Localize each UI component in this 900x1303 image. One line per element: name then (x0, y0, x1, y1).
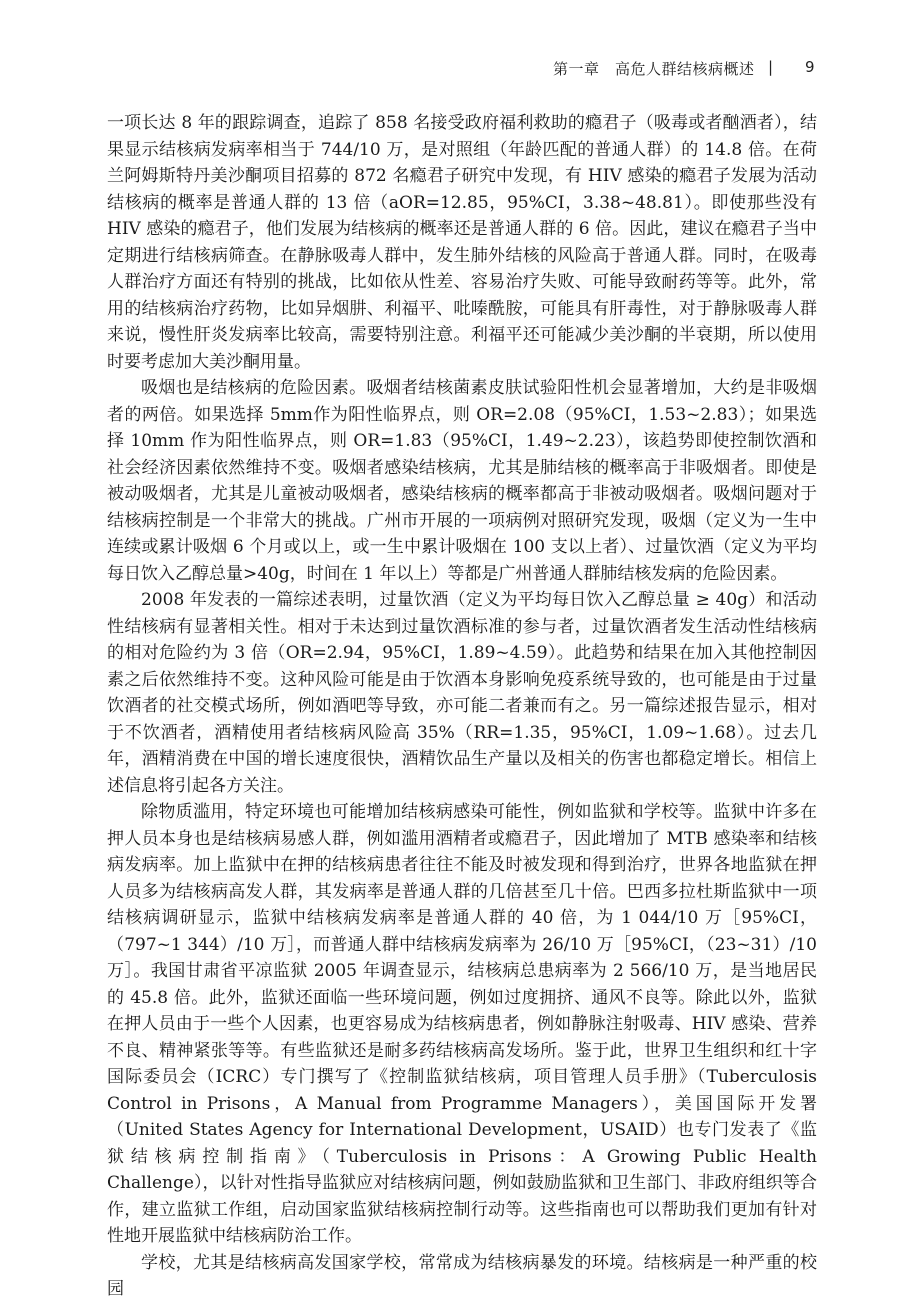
paragraph-2: 吸烟也是结核病的危险因素。吸烟者结核菌素皮肤试验阳性机会显著增加，大约是非吸烟者的两倍。如果选择 5mm作为阳性临界点，则 OR=2.08（95%CI，1.53~2.83）；如果选择 10mm 作为阳性临界点，则 OR=1.83（95%CI，1.49~2.23），该趋势即使控制饮酒和社会经济因素依然维持不变。吸烟者感染结核病，尤其是肺结核的概率高于非吸烟者。即使是被动吸烟者，尤其是儿童被动吸烟者，感染结核病的概率都高于非被动吸烟者。吸烟问题对于结核病控制是一个非常大的挑战。广州市开展的一项病例对照研究发现，吸烟（定义为一生中连续或累计吸烟 6 个月或以上，或一生中累计吸烟在 100 支以上者）、过量饮酒（定义为平均每日饮入乙醇总量>40g，时间在 1 年以上）等都是广州普通人群肺结核发病的危险因素。 (107, 378, 817, 584)
page-number: 9 (805, 58, 815, 76)
chapter-title: 第一章 高危人群结核病概述 (553, 60, 755, 78)
paragraph-3: 2008 年发表的一篇综述表明，过量饮酒（定义为平均每日饮入乙醇总量 ≥ 40g）和活动性结核病有显著相关性。相对于未达到过量饮酒标准的参与者，过量饮酒者发生活动性结核病的相对危险约为 3 倍（OR=2.94，95%CI，1.89~4.59）。此趋势和结果在加入其他控制因素之后依然维持不变。这种风险可能是由于饮酒本身影响免疫系统导致的，也可能是由于过量饮酒者的社交模式场所，例如酒吧等导致，亦可能二者兼而有之。另一篇综述报告显示，相对于不饮酒者，酒精使用者结核病风险高 35%（RR=1.35，95%CI，1.09~1.68）。过去几年，酒精消费在中国的增长速度很快，酒精饮品生产量以及相关的伤害也都稳定增长。相信上述信息将引起各方关注。 (107, 590, 817, 796)
paragraph-5: 学校，尤其是结核病高发国家学校，常常成为结核病暴发的环境。结核病是一种严重的校园 (107, 1252, 817, 1299)
body-text (107, 110, 817, 1303)
paragraph-1: 一项长达 8 年的跟踪调查，追踪了 858 名接受政府福利救助的瘾君子（吸毒或者酗酒者），结果显示结核病发病率相当于 744/10 万，是对照组（年龄匹配的普通人群）的 14.8 倍。在荷兰阿姆斯特丹美沙酮项目招募的 872 名瘾君子研究中发现，有 HIV 感染的瘾君子发展为活动结核病的概率是普通人群的 13 倍（aOR=12.85，95%CI，3.38~48.81）。即使那些没有 HIV 感染的瘾君子，他们发展为结核病的概率还是普通人群的 6 倍。因此，建议在瘾君子当中定期进行结核病筛查。在静脉吸毒人群中，发生肺外结核的风险高于普通人群。同时，在吸毒人群治疗方面还有特别的挑战，比如依从性差、容易治疗失败、可能导致耐药等等。此外，常用的结核病治疗药物，比如异烟肼、利福平、吡嗪酰胺，可能具有肝毒性，对于静脉吸毒人群来说，慢性肝炎发病率比较高，需要特别注意。利福平还可能减少美沙酮的半衰期，所以使用时要考虑加大美沙酮用量。 (107, 113, 817, 372)
page-header (0, 58, 900, 80)
header-separator: | (768, 58, 774, 76)
paragraph-4: 除物质滥用，特定环境也可能增加结核病感染可能性，例如监狱和学校等。监狱中许多在押人员本身也是结核病易感人群，例如滥用酒精者或瘾君子，因此增加了 MTB 感染率和结核病发病率。加上监狱中在押的结核病患者往往不能及时被发现和得到治疗，世界各地监狱在押人员多为结核病高发人群，其发病率是普通人群的几倍甚至几十倍。巴西多拉杜斯监狱中一项结核病调研显示，监狱中结核病发病率是普通人群的 40 倍，为 1 044/10 万［95%CI，（797~1 344）/10 万］，而普通人群中结核病发病率为 26/10 万［95%CI，（23~31）/10 万］。我国甘肃省平凉监狱 2005 年调查显示，结核病总患病率为 2 566/10 万，是当地居民的 45.8 倍。此外，监狱还面临一些环境问题，例如过度拥挤、通风不良等。除此以外，监狱在押人员由于一些个人因素，也更容易成为结核病患者，例如静脉注射吸毒、HIV 感染、营养不良、精神紧张等等。有些监狱还是耐多药结核病高发场所。鉴于此，世界卫生组织和红十字国际委员会（ICRC）专门撰写了《控制监狱结核病，项目管理人员手册》（Tuberculosis Control in Prisons，A Manual from Programme Managers），美国国际开发署（United States Agency for International Development，USAID）也专门发表了《监狱结核病控制指南》（Tuberculosis in Prisons：A Growing Public Health Challenge），以针对性指导监狱应对结核病问题，例如鼓励监狱和卫生部门、非政府组织等合作，建立监狱工作组，启动国家监狱结核病控制行动等。这些指南也可以帮助我们更加有针对性地开展监狱中结核病防治工作。 (107, 802, 817, 1246)
